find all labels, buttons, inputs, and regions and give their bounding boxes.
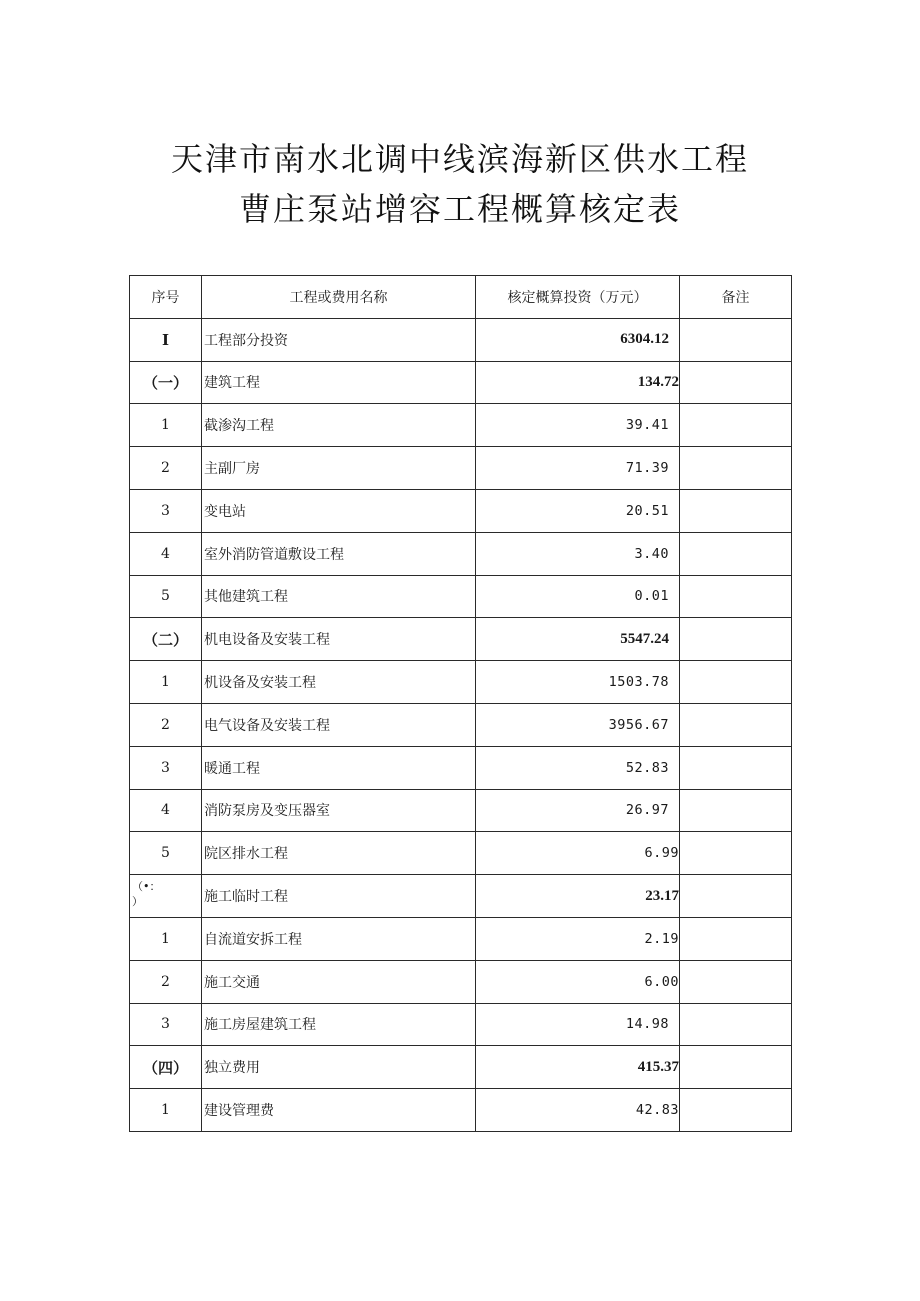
row-note [680, 875, 792, 918]
row-note [680, 404, 792, 447]
table-row [130, 960, 792, 1003]
row-note [680, 318, 792, 361]
row-item-name: 暖通工程 [202, 746, 476, 789]
estimate-table [129, 275, 792, 1132]
row-note [680, 917, 792, 960]
table-row [130, 789, 792, 832]
row-amount: 14.98 [476, 1003, 680, 1046]
row-item-name: 施工交通 [202, 960, 476, 1003]
row-amount: 3956.67 [476, 703, 680, 746]
table-row [130, 532, 792, 575]
row-amount: 3.40 [476, 532, 680, 575]
row-serial-no: 4 [130, 532, 202, 575]
row-amount: 134.72 [476, 361, 680, 404]
row-serial-no: 3 [130, 1003, 202, 1046]
row-item-name: 机电设备及安装工程 [202, 618, 476, 661]
row-amount: 20.51 [476, 489, 680, 532]
row-amount: 6.99 [476, 832, 680, 875]
table-row [130, 318, 792, 361]
row-amount: 415.37 [476, 1046, 680, 1089]
row-note [680, 618, 792, 661]
row-serial-no: 2 [130, 960, 202, 1003]
header-item-name: 工程或费用名称 [202, 276, 476, 319]
row-serial-no: 1 [130, 661, 202, 704]
row-amount: 2.19 [476, 917, 680, 960]
row-item-name: 施工临时工程 [202, 875, 476, 918]
title-line-1: 天津市南水北调中线滨海新区供水工程 [170, 140, 749, 178]
table-row [130, 917, 792, 960]
row-item-name: 电气设备及安装工程 [202, 703, 476, 746]
row-note [680, 703, 792, 746]
row-amount: 5547.24 [476, 618, 680, 661]
table-row [130, 361, 792, 404]
table-row [130, 1046, 792, 1089]
row-amount: 52.83 [476, 746, 680, 789]
row-item-name: 建筑工程 [202, 361, 476, 404]
row-note [680, 1003, 792, 1046]
table-row [130, 703, 792, 746]
row-item-name: 变电站 [202, 489, 476, 532]
table-row [130, 1003, 792, 1046]
row-serial-no: （四） [130, 1046, 202, 1089]
row-amount: 42.83 [476, 1089, 680, 1132]
row-item-name: 建设管理费 [202, 1089, 476, 1132]
row-amount: 6304.12 [476, 318, 680, 361]
row-note [680, 575, 792, 618]
row-item-name: 主副厂房 [202, 447, 476, 490]
row-item-name: 工程部分投资 [202, 318, 476, 361]
table-row [130, 746, 792, 789]
page-title [0, 134, 920, 234]
row-serial-no: （二） [130, 618, 202, 661]
table-row [130, 618, 792, 661]
row-serial-no: 4 [130, 789, 202, 832]
row-item-name: 施工房屋建筑工程 [202, 1003, 476, 1046]
row-item-name: 室外消防管道敷设工程 [202, 532, 476, 575]
row-serial-no: 1 [130, 1089, 202, 1132]
row-item-name: 自流道安拆工程 [202, 917, 476, 960]
row-amount: 6.00 [476, 960, 680, 1003]
row-serial-no: 2 [130, 447, 202, 490]
header-approved-amount: 核定概算投资（万元） [476, 276, 680, 319]
row-serial-no: 2 [130, 703, 202, 746]
row-item-name: 其他建筑工程 [202, 575, 476, 618]
table-row [130, 1089, 792, 1132]
row-serial-no: 5 [130, 832, 202, 875]
row-item-name: 机设备及安装工程 [202, 661, 476, 704]
row-item-name: 独立费用 [202, 1046, 476, 1089]
row-serial-no-text: （•： ） [132, 880, 161, 909]
table-row [130, 447, 792, 490]
row-serial-no: 1 [130, 917, 202, 960]
row-note [680, 447, 792, 490]
row-serial-no: （一） [130, 361, 202, 404]
table-row [130, 404, 792, 447]
row-note [680, 489, 792, 532]
header-serial-no: 序号 [130, 276, 202, 319]
row-note [680, 789, 792, 832]
row-serial-no: 3 [130, 746, 202, 789]
header-remarks: 备注 [680, 276, 792, 319]
row-serial-no: 5 [130, 575, 202, 618]
row-item-name: 消防泵房及变压器室 [202, 789, 476, 832]
row-serial-no: I [130, 318, 202, 361]
row-serial-no [130, 875, 202, 918]
table-row [130, 875, 792, 918]
table-row [130, 661, 792, 704]
table-header-row [130, 276, 792, 319]
row-amount: 23.17 [476, 875, 680, 918]
row-note [680, 746, 792, 789]
row-amount: 71.39 [476, 447, 680, 490]
row-note [680, 1089, 792, 1132]
row-note [680, 1046, 792, 1089]
row-note [680, 832, 792, 875]
row-serial-no: 3 [130, 489, 202, 532]
row-amount: 1503.78 [476, 661, 680, 704]
row-amount: 26.97 [476, 789, 680, 832]
row-item-name: 院区排水工程 [202, 832, 476, 875]
row-note [680, 661, 792, 704]
row-serial-no: 1 [130, 404, 202, 447]
row-note [680, 960, 792, 1003]
row-item-name: 截渗沟工程 [202, 404, 476, 447]
row-amount: 0.01 [476, 575, 680, 618]
row-amount: 39.41 [476, 404, 680, 447]
table-row [130, 489, 792, 532]
estimate-table-container [129, 275, 792, 1132]
table-row [130, 832, 792, 875]
row-note [680, 361, 792, 404]
row-note [680, 532, 792, 575]
title-line-2: 曹庄泵站增容工程概算核定表 [238, 190, 681, 228]
table-row [130, 575, 792, 618]
